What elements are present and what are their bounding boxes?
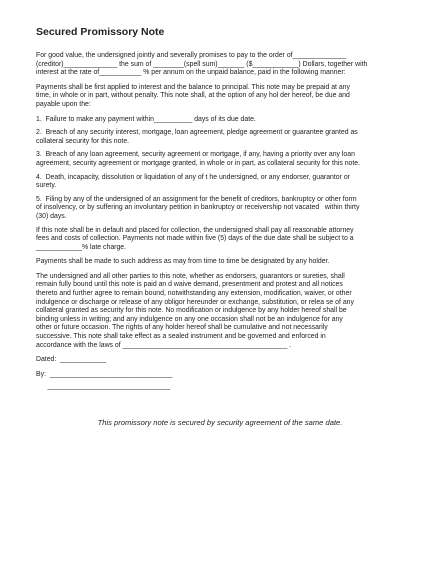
paragraph-default: If this note shall be in default and placed for collection, the undersigned shall pay all reasonable attorney fees and costs of collection. Payments not made within five (5) days of the due date shall be subject to a ____________% late charge.: [36, 226, 354, 251]
list-item-4: 4. Death, incapacity, dissolution or liquidation of any of t he undersigned, or any endorser, guarantor or surety.: [36, 173, 350, 190]
footer-note: This promissory note is secured by security agreement of the same date.: [97, 418, 343, 427]
dated-line: Dated: ____________: [36, 356, 107, 364]
signature-block: [36, 356, 408, 392]
document-title: Secured Promissory Note: [36, 26, 165, 38]
paragraph-undersigned: The undersigned and all other parties to this note, whether as endorsers, guarantors or sureties, shall remain fully bound until this note is paid an d waive demand, presentment and protest and all notices thereto and further agree to remain bound, notwithstanding any extension, modification, waiver, or other indulgence or discharge or release of any obligor hereunder or exchange, substitution, or relea se of any collateral granted as security for this note. No modification or indulgence by any holder hereof shall be binding unless in writing; and any indulgence on any one occasion shall not be an indulgence for any other or future occasion. The rights of any holder hereof shall be cumulative and not necessarily successive. This note shall take effect as a sealed instrument and be governed and enforced in accordance with the laws of ___________________________________________ .: [36, 272, 354, 349]
document-page: [36, 26, 408, 392]
list-item-1: 1. Failure to make any payment within__________ days of its due date.: [36, 115, 256, 123]
paragraph-payments: Payments shall be first applied to interest and the balance to principal. This note may be prepaid at any time, in whole or in part, without penalty. This note shall, at the option of any hol der hereof, be due and payable upon the:: [36, 83, 350, 108]
signature-line-1: By: ________________________________: [36, 370, 173, 378]
list-item-3: 3. Breach of any loan agreement, security agreement or mortgage, if any, having a priority over any loan agreement, security agreement or mortgage granted, in whole or in part, as collateral security for this note.: [36, 151, 361, 167]
signature-line-2: ________________________________: [36, 383, 171, 391]
paragraph-address: Payments shall be made to such address as may from time to time be designated by any holder.: [36, 258, 330, 266]
list-item-2: 2. Breach of any security interest, mortgage, loan agreement, pledge agreement or guarantee granted as collateral security for this note.: [36, 129, 358, 145]
list-item-5: 5. Filing by any of the undersigned of an assignment for the benefit of creditors, bankruptcy or other form of insolvency, or by suffering an involuntary petition in bankruptcy or receivership not vacated within thirty (30) days.: [36, 195, 360, 220]
paragraph-promise: For good value, the undersigned jointly and severally promises to pay to the order of______________ (creditor)______________ the sum of ________(spell sum)_______ ($____________) Dollars, together with interest at the rate of___________ % per annum on the unpaid balance, paid in the following manner:: [36, 52, 368, 77]
